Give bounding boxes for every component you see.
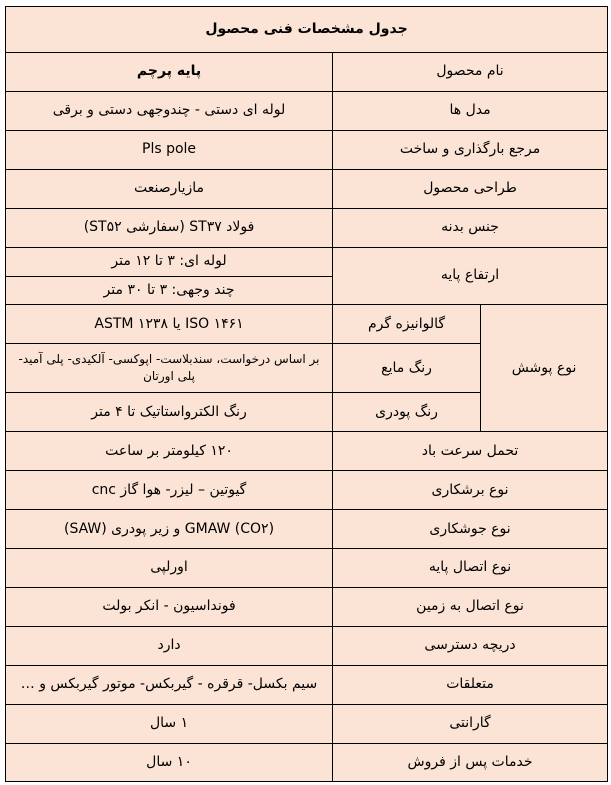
spec-table: [5, 6, 608, 782]
row-designer: [6, 169, 608, 208]
powder-paint-label: رنگ پودری: [333, 393, 481, 432]
table-title-row: [6, 7, 608, 53]
ground-label: نوع اتصال به زمین: [333, 588, 608, 627]
designer-value: مازیارصنعت: [6, 169, 333, 208]
liquid-paint-value: بر اساس درخواست، سندبلاست- اپوکسی- آلکیدی- پلی آمید- پلی اورتان: [6, 344, 333, 393]
wind-value: ۱۲۰ کیلومتر بر ساعت: [6, 432, 333, 471]
row-reference: [6, 131, 608, 170]
galvanize-value: ۱۴۶۱ ISO یا ASTM ۱۲۳۸: [6, 305, 333, 344]
row-connection: [6, 549, 608, 588]
galvanize-label: گالوانیزه گرم: [333, 305, 481, 344]
row-cutting: [6, 471, 608, 510]
accessories-label: متعلقات: [333, 666, 608, 705]
coating-label: نوع پوشش: [481, 305, 608, 432]
height-label: ارتفاع پایه: [333, 247, 608, 304]
row-wind: [6, 432, 608, 471]
connection-label: نوع اتصال پایه: [333, 549, 608, 588]
height-polygon-value: چند وجهی: ۳ تا ۳۰ متر: [6, 276, 333, 305]
row-models: [6, 92, 608, 131]
row-material: [6, 208, 608, 247]
access-label: دریچه دسترسی: [333, 627, 608, 666]
ground-value: فونداسیون - انکر بولت: [6, 588, 333, 627]
powder-paint-value: رنگ الکترواستاتیک تا ۴ متر: [6, 393, 333, 432]
row-height-tube: [6, 247, 608, 276]
material-value: فولاد ST۳۷ (سفارشی ST۵۲): [6, 208, 333, 247]
reference-label: مرجع بارگذاری و ساخت: [333, 131, 608, 170]
wind-label: تحمل سرعت باد: [333, 432, 608, 471]
table-title: جدول مشخصات فنی محصول: [6, 7, 608, 53]
row-after-sales: [6, 744, 608, 782]
models-value: لوله ای دستی - چندوجهی دستی و برقی: [6, 92, 333, 131]
reference-value: Pls pole: [6, 131, 333, 170]
designer-label: طراحی محصول: [333, 169, 608, 208]
warranty-label: گارانتی: [333, 705, 608, 744]
models-label: مدل ها: [333, 92, 608, 131]
product-name-value: پایه پرچم: [6, 53, 333, 92]
connection-value: اورلپی: [6, 549, 333, 588]
after-sales-value: ۱۰ سال: [6, 744, 333, 782]
after-sales-label: خدمات پس از فروش: [333, 744, 608, 782]
welding-label: نوع جوشکاری: [333, 510, 608, 549]
row-ground: [6, 588, 608, 627]
accessories-value: سیم بکسل- قرقره - گیربکس- موتور گیربکس و …: [6, 666, 333, 705]
liquid-paint-label: رنگ مایع: [333, 344, 481, 393]
warranty-value: ۱ سال: [6, 705, 333, 744]
material-label: جنس بدنه: [333, 208, 608, 247]
height-tube-value: لوله ای: ۳ تا ۱۲ متر: [6, 247, 333, 276]
product-name-label: نام محصول: [333, 53, 608, 92]
row-access: [6, 627, 608, 666]
row-coating-galvanize: [6, 305, 608, 344]
cutting-value: گیوتین – لیزر- هوا گاز cnc: [6, 471, 333, 510]
row-product-name: [6, 53, 608, 92]
row-warranty: [6, 705, 608, 744]
cutting-label: نوع برشکاری: [333, 471, 608, 510]
row-welding: [6, 510, 608, 549]
welding-value: GMAW (CO۲) و زیر پودری (SAW): [6, 510, 333, 549]
row-accessories: [6, 666, 608, 705]
access-value: دارد: [6, 627, 333, 666]
